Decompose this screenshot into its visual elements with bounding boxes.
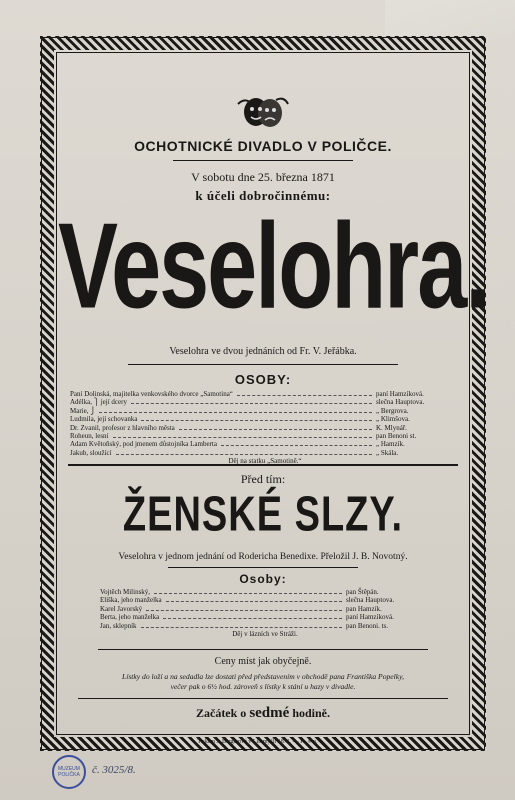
second-play-title: ŽENSKÉ SLZY.: [122, 487, 404, 542]
tickets-line: večer pak o 6½ hod. zároveň s lístky k stání u hazy v divadle.: [170, 682, 356, 691]
play-title: Veselohra.: [58, 199, 489, 335]
divider: [98, 649, 428, 650]
museum-stamp: MUZEUM POLIČKA: [52, 755, 86, 789]
prices-note: Ceny míst jak obyčejně.: [214, 656, 312, 667]
cast-row: Jakub, sloužící „ Skála.: [70, 448, 399, 457]
printer-imprint: Tiskem J. Bergerové v Litomyšli 1871. — K. ∝ p.: [197, 739, 318, 745]
paper-crease: [385, 0, 515, 40]
scene-note: Děj na statku „Samotině.“: [228, 457, 302, 466]
second-play-subtitle: Veselohra v jednom jednání od Rodericha Benedixe. Přeložil J. B. Novotný.: [118, 552, 408, 562]
cast-row: Adam Květoňský, pod jmenem důstojníka Lamberta „ Hamzík.: [70, 440, 405, 449]
cast-row: Paní Dolinská, majitelka venkovského dvorce „Samotina“ paní Hamzíková.: [70, 390, 424, 398]
cast-row: Marie, ⎭ „ Bergrova.: [70, 406, 409, 415]
performance-purpose: k účeli dobročinnému:: [195, 188, 331, 203]
cast-row: Adélka, ⎫ její dcery slečna Hauptova.: [70, 398, 425, 407]
cast-row: Vojtěch Milinský, pan Štěpán.: [100, 588, 379, 596]
cast-row: Karel Javorský pan Hamzík.: [100, 604, 382, 613]
divider: [173, 160, 353, 161]
cast-row: Dr. Zvanil, profesor z hlavního města K. Mlynář.: [70, 423, 407, 432]
second-cast-list: [100, 588, 430, 638]
theatre-masks-emblem: [58, 94, 468, 130]
cast-row: Eliška, jeho manželka slečna Hauptova.: [100, 596, 395, 605]
poster-content: [58, 54, 489, 734]
cast-row: Jan, sklepník pan Benoni. ts.: [100, 621, 388, 630]
cast-row: Roheun, lesní pan Benoni st.: [70, 432, 417, 441]
play-subtitle: Veselohra ve dvou jednáních od Fr. V. Jeřábka.: [169, 346, 357, 357]
divider: [78, 698, 448, 699]
cast-row: Berta, jeho manželka paní Hamzíková.: [100, 613, 394, 622]
tickets-line: Lístky do loží a na sedadla lze dostati před představením v obchodě pana Františka Popelky,: [122, 672, 404, 681]
start-time: [58, 705, 468, 722]
catalog-number: č. 3025/8.: [92, 764, 136, 776]
start-suffix: hodině.: [292, 706, 330, 720]
performance-date: V sobotu dne 25. března 1871: [191, 170, 335, 184]
divider: [168, 567, 358, 568]
start-prefix: Začátek o: [195, 706, 247, 720]
tickets-note: [58, 672, 468, 692]
theatre-name: OCHOTNICKÉ DIVADLO V POLIČCE.: [134, 138, 392, 154]
start-emphasis: sedmé: [249, 705, 290, 721]
cast-heading: OSOBY:: [234, 372, 292, 387]
scene-note: Děj v lázních ve Stráži.: [232, 630, 298, 639]
cast-list: [70, 390, 460, 466]
cast-row: Ludmila, její schovanka „ Klimšova.: [70, 415, 410, 424]
before-label: Před tím:: [240, 472, 286, 486]
section-divider: [68, 464, 458, 466]
second-cast-heading: Osoby:: [239, 572, 287, 586]
divider: [128, 364, 398, 365]
